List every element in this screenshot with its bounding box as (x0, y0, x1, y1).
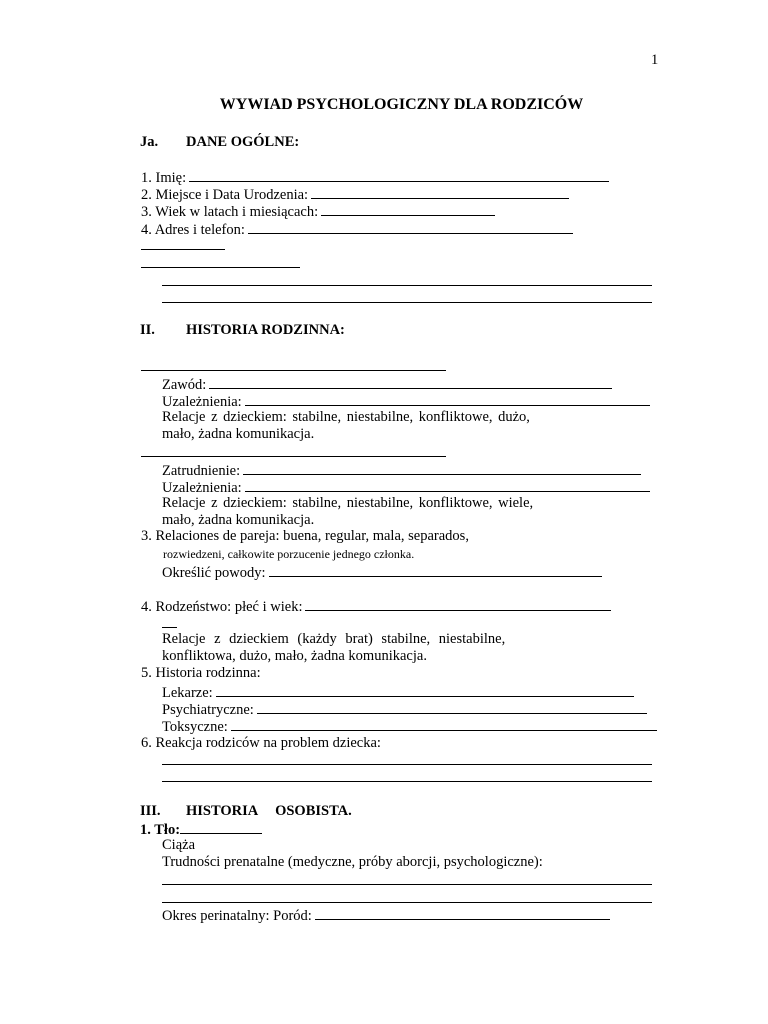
siblings-relations-line1: Relacje z dzieckiem (każdy brat) stabilne, niestabilne, (162, 631, 506, 647)
section2-number: II. (140, 322, 155, 338)
address-line-1[interactable] (141, 249, 225, 250)
parent2-line[interactable] (141, 456, 446, 457)
field-name-input[interactable] (189, 168, 609, 182)
prenatal-difficulties: Trudności prenatalne (medyczne, próby aborcji, psychologiczne): (162, 854, 543, 870)
parent1-addictions-label: Uzależnienia: (162, 394, 242, 410)
perinatal-label: Okres perinatalny: Poród: (162, 908, 312, 924)
field-address-label: 4. Adres i telefon: (141, 222, 245, 238)
form-title: WYWIAD PSYCHOLOGICZNY DLA RODZICÓW (219, 96, 584, 113)
background-input[interactable] (180, 820, 262, 834)
parent1-addictions-input[interactable] (245, 392, 650, 406)
section3-number: III. (140, 803, 161, 819)
prenatal-line-2[interactable] (162, 902, 652, 903)
parent2-relations-line1: Relacje z dzieckiem: stabilne, niestabilne, konfliktowe, wiele, (162, 495, 534, 511)
section1-heading: DANE OGÓLNE: (186, 134, 300, 150)
toxic-input[interactable] (231, 717, 657, 731)
siblings-label: 4. Rodzeństwo: płeć i wiek: (141, 599, 303, 615)
section3-heading: HISTORIA OSOBISTA. (186, 803, 352, 819)
parents-reaction-line-2[interactable] (162, 781, 652, 782)
doctors-label: Lekarze: (162, 685, 213, 701)
parents-reaction: 6. Reakcja rodziców na problem dziecka: (141, 735, 381, 751)
family-history-toxic (162, 717, 657, 736)
reasons-label: Określić powody: (162, 565, 266, 581)
reasons-input[interactable] (269, 563, 602, 577)
parent1-relations-line1: Relacje z dzieckiem: stabilne, niestabilne, konfliktowe, dużo, (162, 409, 530, 425)
background-field (140, 820, 262, 839)
doctors-input[interactable] (216, 683, 634, 697)
toxic-label: Toksyczne: (162, 719, 228, 735)
field-address (141, 220, 573, 239)
field-birth-input[interactable] (311, 185, 569, 199)
parent2-addictions-label: Uzależnienia: (162, 480, 242, 496)
address-line-2[interactable] (141, 267, 300, 268)
parent1-relations-line2: mało, żadna komunikacja. (162, 426, 315, 442)
parent1-job-input[interactable] (209, 375, 612, 389)
couple-relations-cont: rozwiedzeni, całkowite porzucenie jednego członka. (163, 547, 415, 561)
parent2-employment-input[interactable] (243, 461, 641, 475)
background-label: 1. Tło: (140, 822, 181, 838)
field-age-input[interactable] (321, 202, 495, 216)
parent2-addictions-input[interactable] (245, 478, 650, 492)
field-birth-label: 2. Miejsce i Data Urodzenia: (141, 187, 309, 203)
siblings-input[interactable] (305, 597, 611, 611)
family-history: 5. Historia rodzinna: (141, 665, 261, 681)
page-number: 1 (651, 52, 659, 68)
parents-reaction-line-1[interactable] (162, 764, 652, 765)
perinatal-field (162, 906, 610, 925)
pregnancy-label: Ciąża (162, 837, 196, 853)
parent2-relations-line2: mało, żadna komunikacja. (162, 512, 315, 528)
reasons-field (162, 563, 602, 582)
psychiatric-input[interactable] (257, 700, 647, 714)
siblings-relations-line2: konfliktowa, dużo, mało, żadna komunikacja. (162, 648, 427, 664)
psychiatric-label: Psychiatryczne: (162, 702, 254, 718)
siblings-line-cont[interactable] (162, 627, 177, 628)
field-age (141, 202, 495, 221)
parent1-line[interactable] (141, 370, 446, 371)
perinatal-input[interactable] (315, 906, 610, 920)
field-age-label: 3. Wiek w latach i miesiącach: (141, 204, 319, 220)
parent2-employment-label: Zatrudnienie: (162, 463, 241, 479)
section2-heading: HISTORIA RODZINNA: (186, 322, 345, 338)
section1-number: Ja. (140, 134, 159, 150)
parent1-job-label: Zawód: (162, 377, 207, 393)
field-name-label: 1. Imię: (141, 170, 187, 186)
address-line-3[interactable] (162, 285, 652, 286)
field-address-input[interactable] (248, 220, 573, 234)
couple-relations: 3. Relaciones de pareja: buena, regular, mala, separados, (141, 528, 469, 544)
address-line-4[interactable] (162, 302, 652, 303)
siblings-field (141, 597, 611, 616)
prenatal-line-1[interactable] (162, 884, 652, 885)
